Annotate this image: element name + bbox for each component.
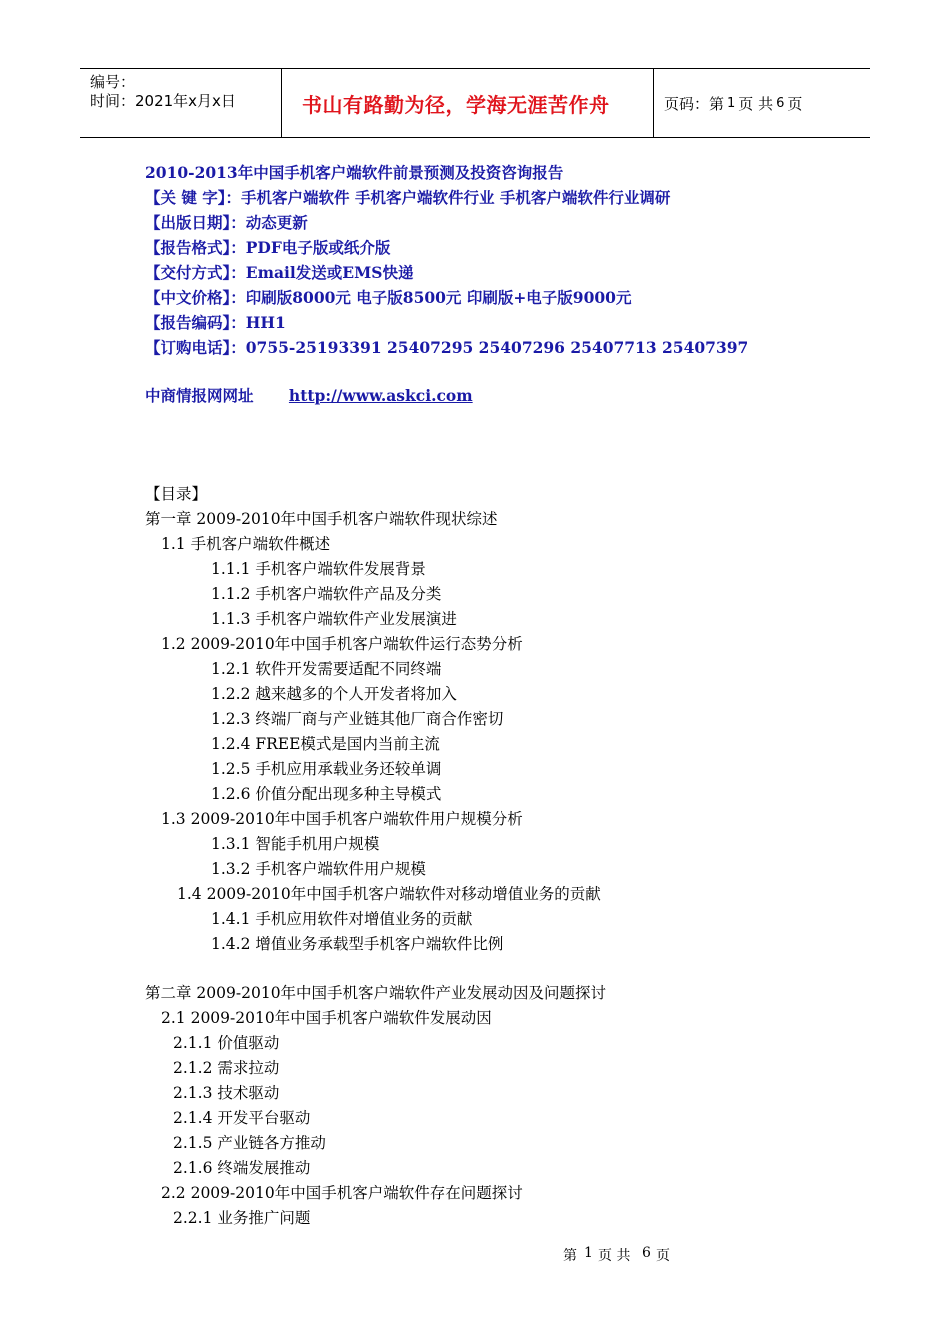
header-page-total: 6 [776, 95, 785, 111]
toc-subsection: 2.1.2 需求拉动 [173, 1059, 280, 1077]
toc-chapter: 第二章 2009-2010年中国手机客户端软件产业发展动因及问题探讨 [145, 984, 607, 1002]
toc-subsection: 2.1.4 开发平台驱动 [173, 1109, 311, 1127]
footer-page-total: 6 [642, 1245, 651, 1261]
toc-subsection: 2.1.1 价值驱动 [173, 1034, 280, 1052]
report-info-block [145, 160, 748, 360]
toc-subsection: 1.3.1 智能手机用户规模 [211, 835, 380, 853]
toc-subsection: 1.2.3 终端厂商与产业链其他厂商合作密切 [211, 710, 504, 728]
toc-subsection: 1.1.1 手机客户端软件发展背景 [211, 560, 426, 578]
toc-section: 1.3 2009-2010年中国手机客户端软件用户规模分析 [161, 810, 523, 828]
toc-subsection: 1.4.2 增值业务承载型手机客户端软件比例 [211, 935, 504, 953]
report-keywords: 【关 键 字】：手机客户端软件 手机客户端软件行业 手机客户端软件行业调研 [145, 188, 671, 207]
header-left-cell [80, 69, 281, 137]
toc-subsection: 1.2.1 软件开发需要适配不同终端 [211, 660, 442, 678]
footer-page-prefix: 第 [563, 1248, 577, 1264]
toc-subsection: 1.2.4 FREE模式是国内当前主流 [211, 735, 440, 753]
toc-section: 2.2 2009-2010年中国手机客户端软件存在问题探讨 [161, 1184, 523, 1202]
toc-section: 1.1 手机客户端软件概述 [161, 535, 331, 553]
toc-section: 1.2 2009-2010年中国手机客户端软件运行态势分析 [161, 635, 523, 653]
header-page-prefix: 页码：第 [664, 94, 725, 113]
toc-heading: 【目录】 [145, 485, 208, 503]
toc-subsection: 2.1.5 产业链各方推动 [173, 1134, 326, 1152]
website-label: 中商情报网网址 [145, 386, 254, 405]
header-page-middle: 页 共 [738, 94, 774, 113]
header-motto: 书山有路勤为径，学海无涯苦作舟 [302, 92, 610, 117]
document-number-label: 编号： [90, 73, 136, 91]
report-publish-date: 【出版日期】：动态更新 [145, 213, 308, 232]
report-code: 【报告编码】：HH1 [145, 313, 286, 332]
footer-page-current: 1 [584, 1245, 593, 1261]
toc-subsection: 2.2.1 业务推广问题 [173, 1209, 311, 1227]
toc-subsection: 1.2.6 价值分配出现多种主导模式 [211, 785, 442, 803]
report-title: 2010-2013年中国手机客户端软件前景预测及投资咨询报告 [145, 163, 564, 182]
toc-subsection: 2.1.6 终端发展推动 [173, 1159, 311, 1177]
header-page-cell [654, 69, 870, 137]
toc-chapter: 第一章 2009-2010年中国手机客户端软件现状综述 [145, 510, 498, 528]
header-motto-cell [281, 69, 654, 137]
toc-subsection: 1.4.1 手机应用软件对增值业务的贡献 [211, 910, 473, 928]
website-link[interactable]: http://www.askci.com [288, 386, 473, 405]
footer-page-suffix: 页 [656, 1248, 670, 1264]
page-header [80, 68, 870, 138]
header-page-current: 1 [727, 95, 736, 111]
document-time-label: 时间：2021年x月x日 [90, 92, 236, 110]
toc-subsection: 1.2.5 手机应用承载业务还较单调 [211, 760, 442, 778]
toc-subsection: 2.1.3 技术驱动 [173, 1084, 280, 1102]
report-phone: 【订购电话】：0755-25193391 25407295 25407296 25407713 25407397 [145, 338, 749, 357]
report-price: 【中文价格】：印刷版8000元 电子版8500元 印刷版+电子版9000元 [145, 288, 632, 307]
website-line [145, 383, 473, 408]
toc-subsection: 1.3.2 手机客户端软件用户规模 [211, 860, 426, 878]
report-format: 【报告格式】：PDF电子版或纸介版 [145, 238, 391, 257]
toc-subsection: 1.2.2 越来越多的个人开发者将加入 [211, 685, 457, 703]
footer-page-middle: 页 共 [598, 1248, 631, 1264]
toc-section: 1.4 2009-2010年中国手机客户端软件对移动增值业务的贡献 [177, 885, 601, 903]
report-delivery: 【交付方式】：Email发送或EMS快递 [145, 263, 414, 282]
toc-section: 2.1 2009-2010年中国手机客户端软件发展动因 [161, 1009, 492, 1027]
header-page-suffix: 页 [787, 94, 803, 113]
toc-subsection: 1.1.2 手机客户端软件产品及分类 [211, 585, 442, 603]
toc-subsection: 1.1.3 手机客户端软件产业发展演进 [211, 610, 457, 628]
